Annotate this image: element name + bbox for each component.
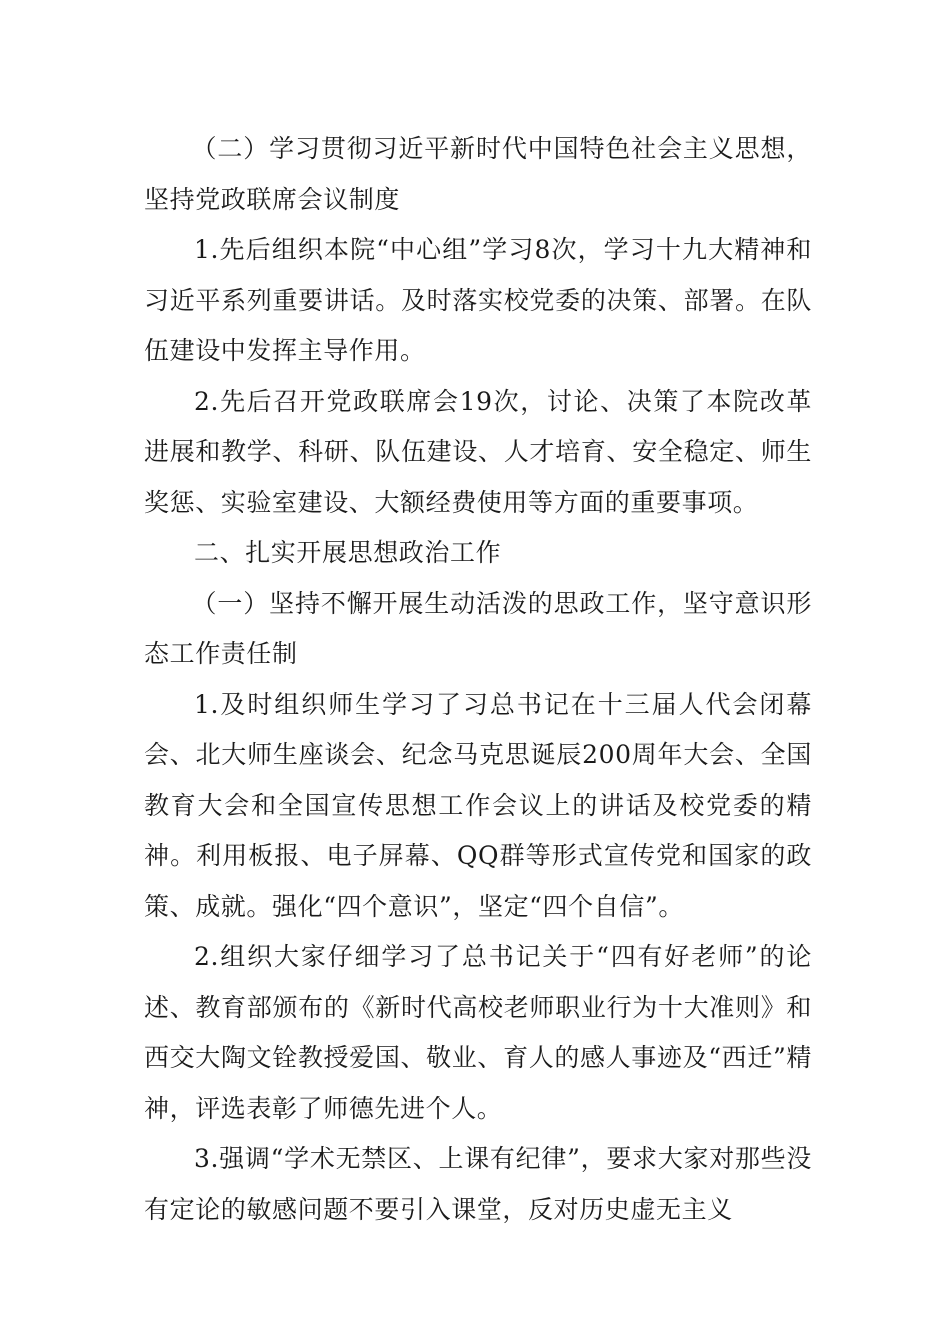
paragraph-item-2b: 2.组织大家仔细学习了总书记关于“四有好老师”的论述、教育部颁布的《新时代高校老师职业行为十大准则》和西交大陶文铨教授爱国、敬业、育人的感人事迹及“西迁”精神，评选表彰了师德先进个人。 — [144, 942, 812, 1123]
section-heading-1: （一）坚持不懈开展生动活泼的思政工作，坚守意识形态工作责任制 — [144, 588, 812, 668]
paragraph-item-2: 2.先后召开党政联席会19次，讨论、决策了本院改革进展和教学、科研、队伍建设、人才培育、安全稳定、师生奖惩、实验室建设、大额经费使用等方面的重要事项。 — [144, 386, 812, 517]
paragraph-item-1b: 1.及时组织师生学习了习总书记在十三届人代会闭幕会、北大师生座谈会、纪念马克思诞辰200周年大会、全国教育大会和全国宣传思想工作会议上的讲话及校党委的精神。利用板报、电子屏幕、QQ群等形式宣传党和国家的政策、成就。强化“四个意识”，坚定“四个自信”。 — [144, 689, 812, 921]
section-heading-main-2: 二、扎实开展思想政治工作 — [194, 538, 502, 567]
section-heading-2: （二）学习贯彻习近平新时代中国特色社会主义思想，坚持党政联席会议制度 — [144, 134, 812, 214]
paragraph-item-3b: 3.强调“学术无禁区、上课有纪律”，要求大家对那些没有定论的敏感问题不要引入课堂，反对历史虚无主义 — [144, 1144, 812, 1224]
paragraph-item-1: 1.先后组织本院“中心组”学习8次，学习十九大精神和习近平系列重要讲话。及时落实校党委的决策、部署。在队伍建设中发挥主导作用。 — [144, 235, 812, 365]
document-body — [144, 124, 812, 1235]
